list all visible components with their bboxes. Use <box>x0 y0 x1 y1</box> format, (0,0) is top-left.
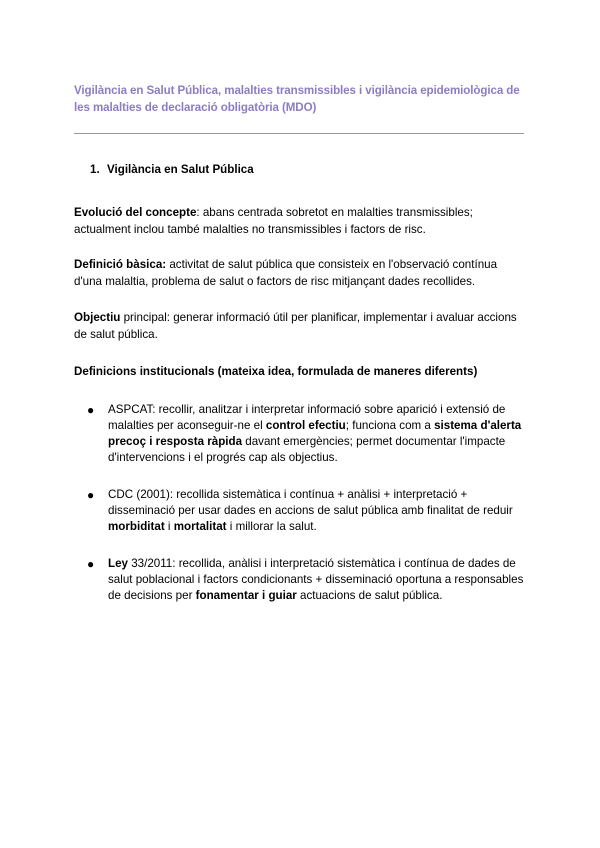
item-bold: fonamentar i guiar <box>195 589 297 602</box>
item-text: CDC (2001): recollida sistemàtica i contínua + anàlisi + interpretació + disseminació per usar dades en accions de salut pública amb finalitat de reduir <box>108 488 513 517</box>
definitions-list <box>74 402 534 625</box>
horizontal-divider <box>74 133 524 134</box>
item-bold: control efectiu <box>265 419 346 432</box>
objectiu-label: Objectiu <box>74 311 121 324</box>
bullet-icon: ● <box>87 403 95 417</box>
item-text: i <box>164 520 174 533</box>
item-text: i millorar la salut. <box>226 520 317 533</box>
paragraph-definicio <box>74 256 524 290</box>
list-item <box>74 556 534 604</box>
item-text: ASPCAT: recollir, analitzar i interpretar informació sobre aparició i extensió de malalties per aconseguir-ne el <box>108 403 506 432</box>
item-bold: Ley <box>108 557 128 570</box>
item-text: 33/2011: recollida, anàlisi i interpretació sistemàtica i contínua de dades de salut poblacional i factors condicionants + disseminació oportuna a responsables de decisions per <box>108 557 524 602</box>
item-bold: mortalitat <box>173 520 227 533</box>
section-heading <box>90 163 254 176</box>
section-number: 1. <box>90 163 100 176</box>
item-text: ; funciona com a <box>345 419 435 432</box>
evolucio-text: : abans centrada sobretot en malalties transmissibles; actualment inclou també malalties no transmissibles i factors de risc. <box>74 206 473 236</box>
definicio-text: activitat de salut pública que consisteix en l'observació contínua d'una malaltia, problema de salut o factors de risc mitjançant dades recollides. <box>74 258 498 288</box>
bullet-icon: ● <box>87 488 95 502</box>
list-item <box>74 487 534 535</box>
item-bold: sistema d'alerta precoç i resposta ràpida <box>108 419 522 448</box>
item-bold: morbiditat <box>108 520 165 533</box>
section-title: Vigilància en Salut Pública <box>107 163 254 176</box>
bullet-icon: ● <box>87 557 95 571</box>
list-item <box>74 402 534 466</box>
evolucio-label: Evolució del concepte <box>74 206 197 219</box>
definicions-heading-text: Definicions institucionals (mateixa idea, formulada de maneres diferents) <box>74 365 478 378</box>
paragraph-objectiu <box>74 309 524 343</box>
document-title: Vigilància en Salut Pública, malalties transmissibles i vigilància epidemiològica de les malalties de declaració obligatòria (MDO) <box>74 84 520 114</box>
objectiu-text: principal: generar informació útil per planificar, implementar i avaluar accions de salut pública. <box>74 311 517 341</box>
definicio-label: Definició bàsica: <box>74 258 167 271</box>
item-text: davant emergències; permet documentar l'impacte d'intervencions i el progrés cap als objectius. <box>108 435 506 464</box>
paragraph-evolucio <box>74 204 524 238</box>
item-text: actuacions de salut pública. <box>296 589 443 602</box>
definicions-heading <box>74 363 524 380</box>
